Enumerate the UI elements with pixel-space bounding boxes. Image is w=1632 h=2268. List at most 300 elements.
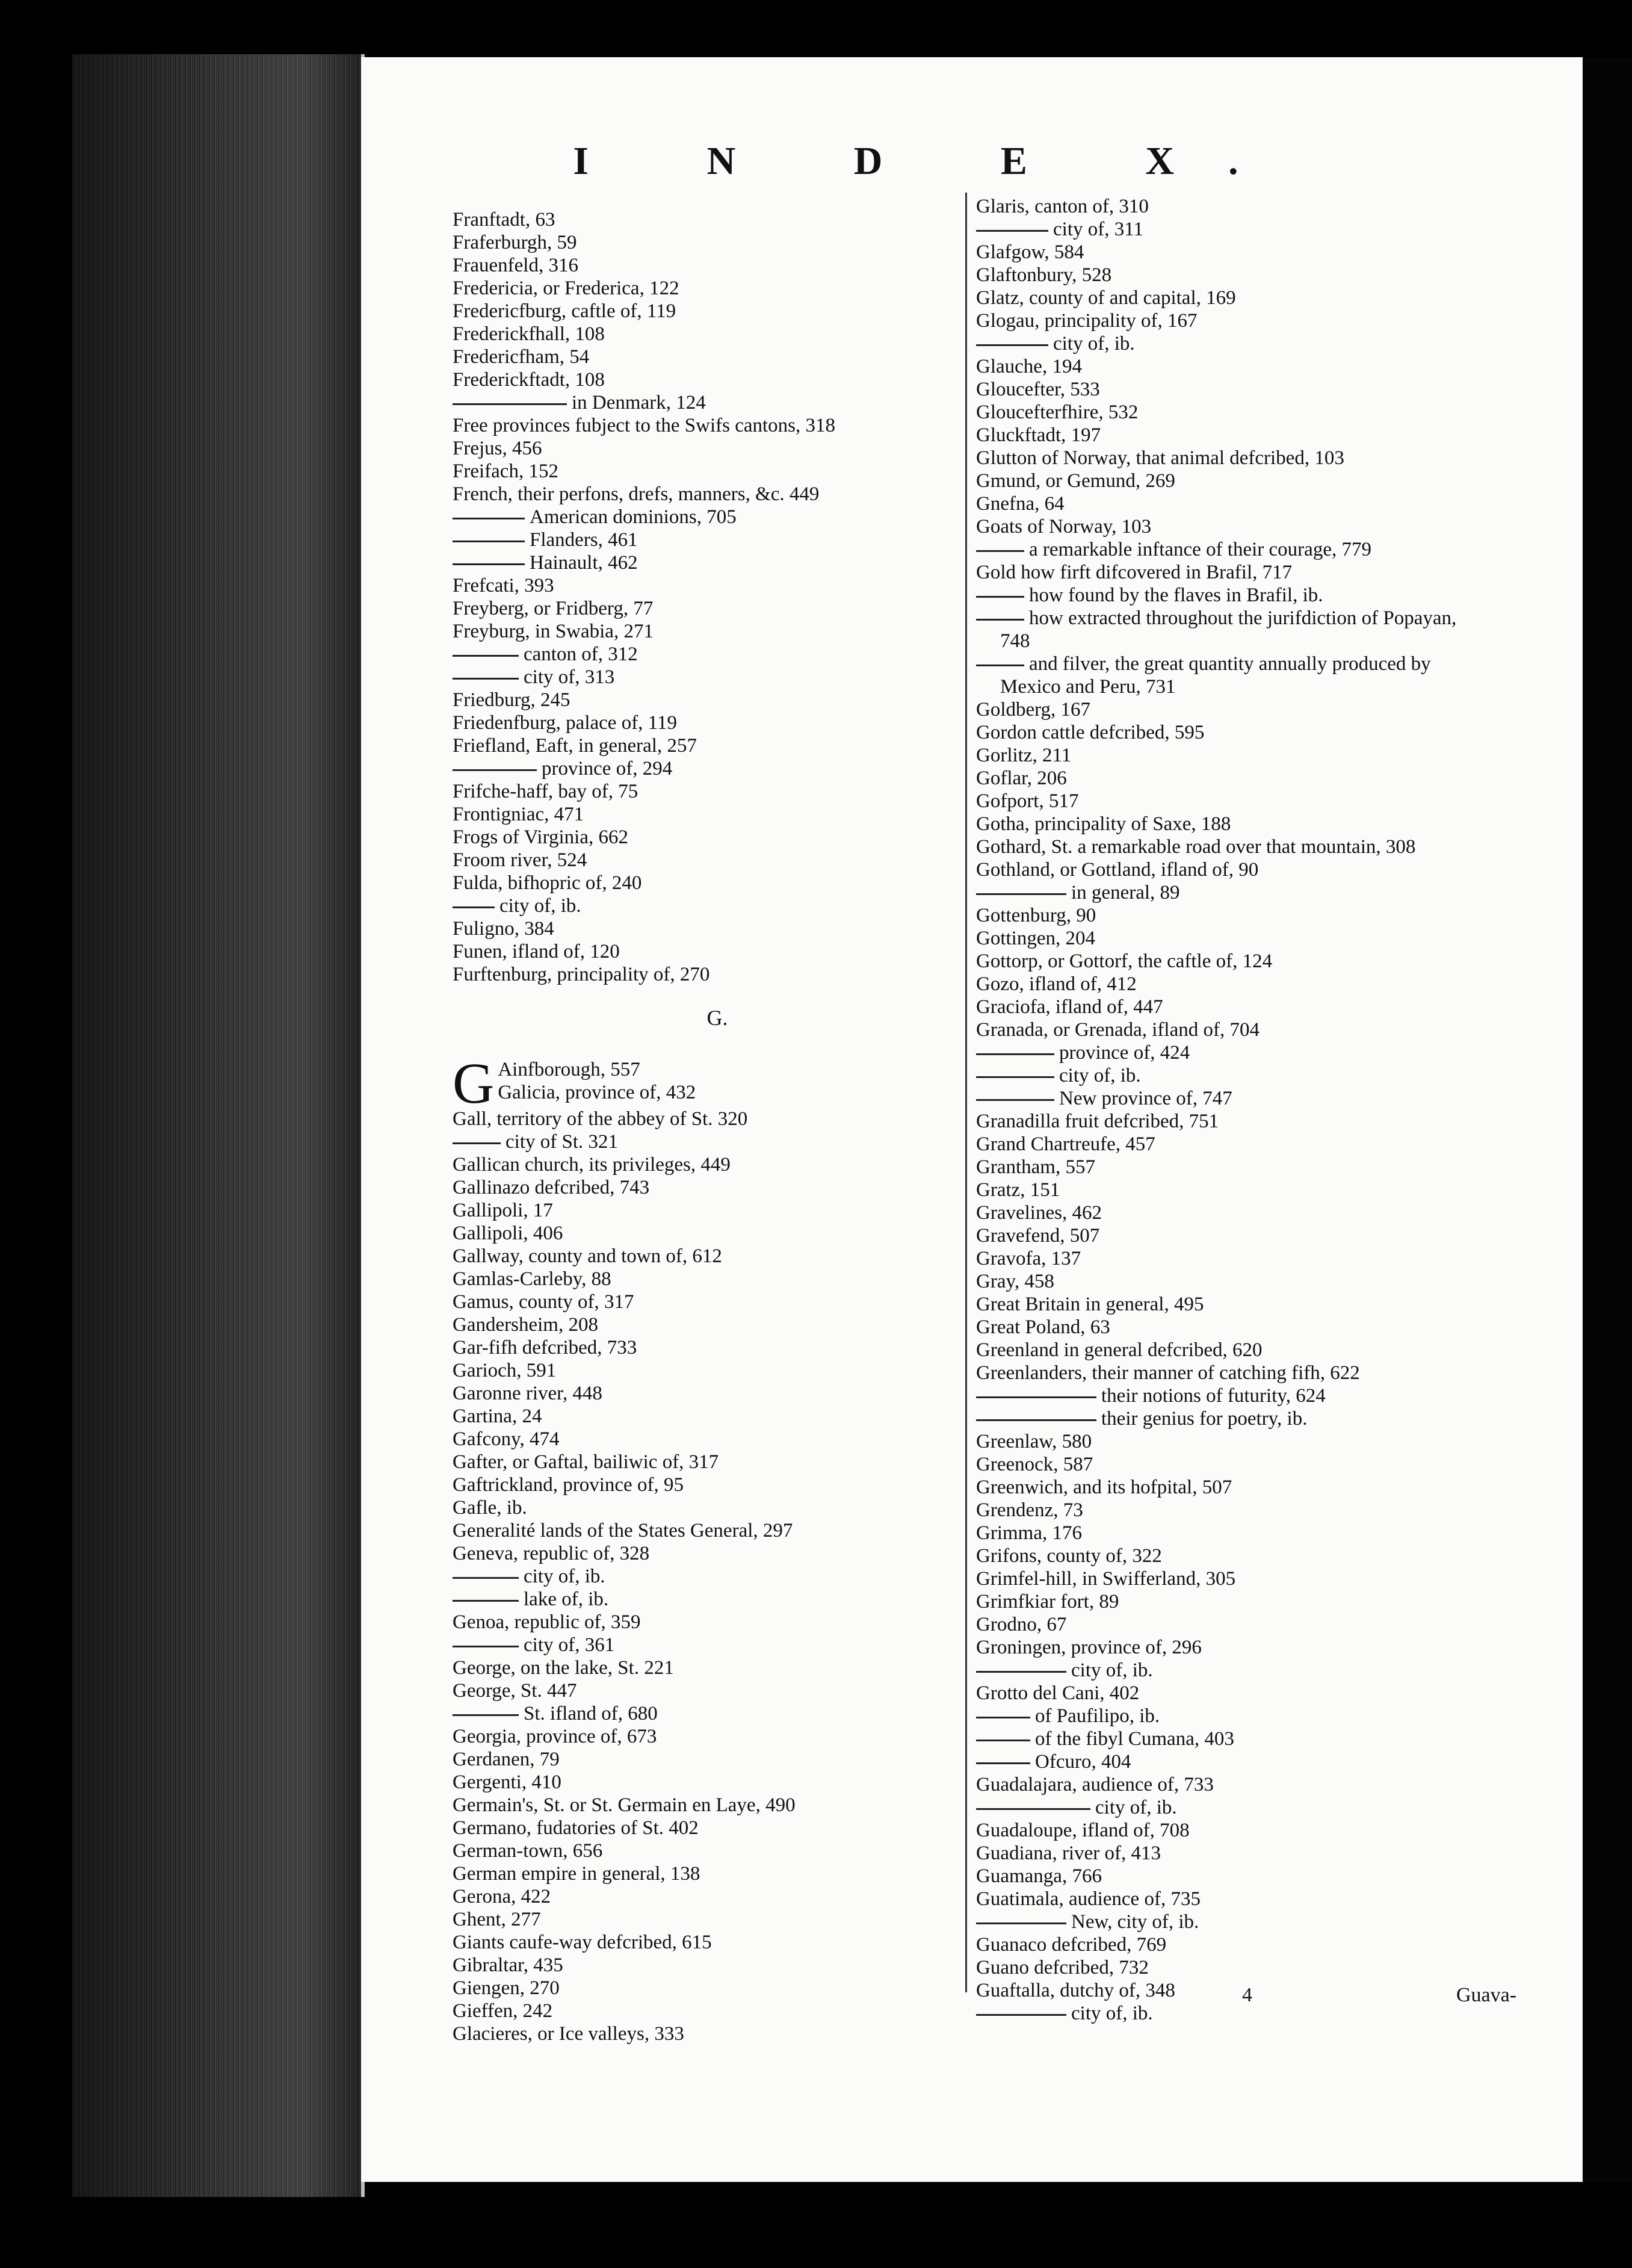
ditto-dash [453,563,525,565]
index-entry [453,872,982,894]
index-entry [976,1087,1524,1110]
entry-text: Glogau, principality of, 167 [976,310,1198,332]
entry-text: French, their perfons, drefs, manners, &c. 449 [453,483,820,505]
index-entry [453,1405,982,1428]
index-entry [453,1359,982,1382]
entry-text: Georgia, province of, 673 [453,1726,657,1747]
entry-text: Frederickfhall, 108 [453,323,605,345]
entry-text: Freyberg, or Fridberg, 77 [453,598,654,619]
index-entry [976,1407,1524,1430]
index-entry [976,1179,1524,1201]
index-entry [976,1659,1524,1682]
entry-text: Gallway, county and town of, 612 [453,1245,722,1267]
entry-text: a remarkable inftance of their courage, 779 [1029,539,1371,560]
entry-text: Goflar, 206 [976,767,1067,789]
entry-text: George, on the lake, St. 221 [453,1657,674,1679]
entry-text: city of, ib. [1071,1659,1153,1681]
entry-text: Germain's, St. or St. Germain en Laye, 490 [453,1794,796,1816]
entry-text: Grodno, 67 [976,1614,1067,1635]
index-entry [453,1588,982,1611]
entry-text: Gordon cattle defcribed, 595 [976,722,1205,743]
index-entry [976,1316,1524,1339]
index-entry [453,1931,982,1954]
index-entry [976,721,1524,744]
entry-text: Glauche, 194 [976,356,1082,377]
entry-text: Gold how firft difcovered in Brafil, 717 [976,562,1293,583]
entry-text: Gravofa, 137 [976,1248,1081,1269]
entry-text: of the fibyl Cumana, 403 [1035,1728,1234,1750]
entry-text: Glaftonbury, 528 [976,264,1112,286]
entry-text: Gandersheim, 208 [453,1314,598,1336]
entry-text: province of, 294 [542,758,673,779]
index-entry [976,1133,1524,1156]
index-entry [453,620,982,643]
entry-text: Gaftrickland, province of, 95 [453,1474,684,1496]
index-entry [976,264,1524,287]
entry-text: Fulda, bifhopric of, 240 [453,872,642,894]
index-entry [453,551,982,574]
index-entry [976,287,1524,309]
index-entry [453,437,982,460]
entry-text: Gozo, ifland of, 412 [976,973,1137,995]
index-entry [976,813,1524,835]
entry-text: city of, ib. [1053,333,1135,355]
index-entry [453,1245,982,1268]
index-entry [453,1656,982,1679]
ditto-dash [976,230,1048,232]
entry-text: of Paufilipo, ib. [1035,1705,1160,1727]
entry-text: Genoa, republic of, 359 [453,1611,641,1633]
index-entry [453,597,982,620]
ditto-dash [976,893,1066,895]
entry-text: Guanaco defcribed, 769 [976,1934,1167,1956]
entry-text: Grendenz, 73 [976,1499,1083,1521]
index-entry [453,528,982,551]
entry-text: Giants caufe-way defcribed, 615 [453,1932,712,1953]
index-entry [976,378,1524,401]
index-entry [453,1268,982,1290]
entry-text: Fredericia, or Frederica, 122 [453,277,679,299]
entry-text: Gmund, or Gemund, 269 [976,470,1175,492]
index-entry [453,254,982,277]
index-entry [976,469,1524,492]
entry-text: Gibraltar, 435 [453,1954,563,1976]
entry-text: Gartina, 24 [453,1405,542,1427]
index-entry [976,1613,1524,1636]
entry-text: Gallican church, its privileges, 449 [453,1154,731,1176]
ditto-dash [976,1671,1066,1673]
index-entry [453,711,982,734]
index-entry [453,849,982,872]
entry-text: canton of, 312 [524,643,638,665]
entry-text: Fuligno, 384 [453,918,554,940]
entry-text: Grand Chartreufe, 457 [976,1133,1155,1155]
entry-text: 748 [1000,630,1030,652]
index-entry [453,277,982,300]
index-entry [976,447,1524,469]
section-letter: G. [706,1006,728,1030]
entry-text: Grimfkiar fort, 89 [976,1591,1119,1613]
entry-text: city of, ib. [524,1566,605,1587]
entry-text: city of, 313 [524,666,615,688]
entry-text: New, city of, ib. [1071,1911,1199,1933]
index-entry [976,652,1524,675]
left-column [453,208,982,2045]
index-entry [976,607,1524,630]
entry-text: Gamus, county of, 317 [453,1291,634,1313]
index-entry [453,300,982,323]
ditto-dash [453,518,525,519]
entry-text: Groningen, province of, 296 [976,1637,1202,1658]
fore-edge-shading [72,54,361,2197]
entry-text: Franftadt, 63 [453,209,555,231]
ditto-dash [976,1419,1096,1421]
index-entry [453,1108,982,1130]
index-entry [976,996,1524,1018]
entry-text: city of, ib. [1095,1797,1177,1818]
index-entry [453,1382,982,1405]
index-entry [976,767,1524,790]
index-entry [453,1679,982,1702]
index-entry [976,630,1524,652]
index-entry [453,780,982,803]
entry-text: Greenlanders, their manner of catching fifh, 622 [976,1362,1360,1384]
entry-text: Frauenfeld, 316 [453,255,578,276]
index-entry [453,1290,982,1313]
index-entry: Ainfborough, 557 [498,1059,640,1080]
index-entry [453,734,982,757]
entry-text: city of, ib. [1059,1065,1141,1086]
index-entry [453,1862,982,1885]
entry-text: Greenlaw, 580 [976,1431,1092,1452]
entry-text: Great Britain in general, 495 [976,1294,1204,1315]
entry-text: Guadiana, river of, 413 [976,1842,1161,1864]
entry-text: Gar-fifh defcribed, 733 [453,1337,637,1359]
entry-text: Gottorp, or Gottorf, the caftle of, 124 [976,950,1273,972]
index-entry [453,506,982,528]
entry-text: Friedburg, 245 [453,689,570,711]
entry-text: Grifons, county of, 322 [976,1545,1162,1567]
entry-text: Gafle, ib. [453,1497,527,1519]
index-entry [976,515,1524,538]
drop-cap: G [453,1051,495,1115]
index-entry [976,835,1524,858]
index-entry [453,1908,982,1931]
entry-text: Guano defcribed, 732 [976,1957,1149,1978]
entry-text: and filver, the great quantity annually produced by [1029,653,1431,675]
entry-text: Frejus, 456 [453,438,542,459]
entry-text: Froom river, 524 [453,849,587,871]
index-entry [453,826,982,849]
index-entry [453,414,982,437]
entry-text: Grimma, 176 [976,1522,1082,1544]
entry-text: Granada, or Grenada, ifland of, 704 [976,1019,1260,1041]
index-entry [453,2000,982,2022]
index-entry [453,1565,982,1588]
index-entry [453,1336,982,1359]
index-entry [453,1702,982,1725]
index-entry [976,332,1524,355]
entry-text: Gloucefterfhire, 532 [976,401,1139,423]
index-entry [453,1428,982,1451]
ditto-dash [453,1600,519,1602]
entry-text: Ghent, 277 [453,1909,541,1930]
index-entry [976,1590,1524,1613]
first-g-entry [453,1051,982,1115]
index-entry [453,1222,982,1245]
entry-text: Glafgow, 584 [976,241,1084,263]
index-entry [976,1773,1524,1796]
index-entry [453,1542,982,1565]
entry-text: Gall, territory of the abbey of St. 320 [453,1108,748,1130]
index-entry [453,894,982,917]
index-entry [976,584,1524,607]
index-entry [453,1885,982,1908]
entry-text: Great Poland, 63 [976,1316,1110,1338]
index-entry [976,1819,1524,1842]
index-entry [453,1199,982,1222]
entry-text: Gamlas-Carleby, 88 [453,1268,611,1290]
entry-text: Gnefna, 64 [976,493,1065,515]
entry-text: Greenwich, and its hofpital, 507 [976,1476,1232,1498]
index-entry [453,1977,982,2000]
entry-text: Grimfel-hill, in Swifferland, 305 [976,1568,1236,1590]
index-entry [976,1018,1524,1041]
index-entry [976,1865,1524,1888]
entry-text: Fredericfham, 54 [453,346,590,368]
entry-text: Gray, 458 [976,1271,1054,1292]
ditto-dash [976,1396,1096,1398]
entry-text: Furftenburg, principality of, 270 [453,964,710,985]
entry-text: Guadalajara, audience of, 733 [976,1774,1214,1796]
ditto-dash [976,665,1024,666]
ditto-dash [453,1714,519,1716]
index-entry [976,1567,1524,1590]
index-entry [976,1110,1524,1133]
entry-text: Goldberg, 167 [976,699,1091,720]
entry-text: Generalité lands of the States General, 297 [453,1520,793,1541]
entry-text: Gravelines, 462 [976,1202,1102,1224]
index-entry [976,1705,1524,1727]
ditto-dash [976,1762,1030,1764]
entry-text: Gravefend, 507 [976,1225,1100,1247]
index-entry [976,538,1524,561]
ditto-dash [453,1577,519,1579]
index-entry [976,1636,1524,1659]
entry-text: Frifche-haff, bay of, 75 [453,781,638,802]
entry-text: their genius for poetry, ib. [1101,1408,1308,1430]
entry-text: city of, ib. [1071,2003,1153,2024]
index-entry [976,927,1524,950]
ditto-dash [976,1076,1054,1078]
index-entry [976,790,1524,813]
catchword: Guava- [1456,1984,1517,2006]
entry-text: Gofport, 517 [976,790,1079,812]
index-entry [976,1933,1524,1956]
index-entry [453,689,982,711]
index-entry [453,2022,982,2045]
entry-text: Gerdanen, 79 [453,1749,560,1770]
index-entry [976,355,1524,378]
right-column [976,195,1524,2025]
index-entry [976,1339,1524,1362]
index-entry [453,460,982,483]
entry-text: Friefland, Eaft, in general, 257 [453,735,697,757]
index-entry [453,1817,982,1839]
entry-text: Funen, ifland of, 120 [453,941,620,962]
entry-text: Graciofa, ifland of, 447 [976,996,1163,1018]
index-entry [976,241,1524,264]
index-entry [976,195,1524,218]
entry-text: Greenock, 587 [976,1454,1093,1475]
index-entry [976,401,1524,424]
index-entry [976,492,1524,515]
index-entry [976,1362,1524,1384]
index-entry [453,963,982,986]
entry-text: in Denmark, 124 [572,392,706,414]
entry-text: Guaftalla, dutchy of, 348 [976,1980,1175,2001]
index-entry [453,1519,982,1542]
index-entry [453,323,982,345]
ditto-dash [453,906,495,908]
entry-text: Gafcony, 474 [453,1428,560,1450]
index-entry [976,1293,1524,1316]
index-entry [453,1954,982,1977]
index-entry [976,1522,1524,1545]
entry-text: Goats of Norway, 103 [976,516,1152,538]
index-entry [453,1748,982,1771]
ditto-dash [976,1053,1054,1055]
index-entry [976,309,1524,332]
entry-text: New province of, 747 [1059,1088,1232,1109]
entry-text: Glutton of Norway, that animal defcribed, 103 [976,447,1344,469]
entry-text: German empire in general, 138 [453,1863,700,1885]
index-entry [453,666,982,689]
index-entry [976,1888,1524,1910]
index-entry [453,643,982,666]
ditto-dash [976,1923,1066,1924]
entry-text: Fraferburgh, 59 [453,232,577,253]
index-entry [453,1794,982,1817]
entry-text: Gergenti, 410 [453,1771,561,1793]
index-entry [976,1430,1524,1453]
entry-text: Fredericfburg, caftle of, 119 [453,300,676,322]
signature-mark: 4 [1242,1984,1252,2006]
ditto-dash [453,403,567,405]
ditto-dash [453,769,537,771]
entry-text: Frontigniac, 471 [453,804,584,825]
entry-text: Frogs of Virginia, 662 [453,826,628,848]
ditto-dash [976,1717,1030,1718]
entry-text: city of St. 321 [505,1131,618,1153]
entry-text: Gerona, 422 [453,1886,551,1907]
entry-text: Guamanga, 766 [976,1865,1102,1887]
index-entry [976,950,1524,973]
index-entry [976,218,1524,241]
ditto-dash [976,619,1024,621]
index-entry [976,1842,1524,1865]
entry-text: Glatz, county of and capital, 169 [976,287,1236,309]
index-entry [976,1750,1524,1773]
ditto-dash [453,1646,519,1647]
entry-text: Hainault, 462 [530,552,638,574]
index-entry [453,940,982,963]
ditto-dash [453,1142,501,1144]
entry-text: city of, 361 [524,1634,615,1656]
index-entry [453,208,982,231]
index-entry [453,1611,982,1634]
index-entry [976,1247,1524,1270]
entry-text: in general, 89 [1071,882,1180,903]
index-entry [976,904,1524,927]
entry-text: Frederickftadt, 108 [453,369,605,391]
ditto-dash [976,1740,1030,1741]
index-entry [976,1224,1524,1247]
right-entries [976,195,1524,2025]
ditto-dash [453,655,519,657]
index-entry [976,1956,1524,1979]
ditto-dash [976,1099,1054,1101]
entry-text: Flanders, 461 [530,529,638,551]
entry-text: Glaris, canton of, 310 [976,196,1149,217]
index-entry [453,574,982,597]
entry-text: Gloucefter, 533 [976,379,1100,400]
index-entry [976,973,1524,996]
entry-text: Grotto del Cani, 402 [976,1682,1140,1704]
ditto-dash [976,344,1048,346]
left-entries-f [453,208,982,986]
entry-text: city of, 311 [1053,218,1143,240]
entry-text: Gothard, St. a remarkable road over that mountain, 308 [976,836,1416,858]
entry-text: Gotha, principality of Saxe, 188 [976,813,1231,835]
entry-text: Gafter, or Gaftal, bailiwic of, 317 [453,1451,719,1473]
entry-text: Gottingen, 204 [976,928,1095,949]
index-entry [976,1453,1524,1476]
index-entry [453,1473,982,1496]
index-entry [976,1041,1524,1064]
entry-text: Garonne river, 448 [453,1383,602,1404]
entry-text: George, St. 447 [453,1680,577,1702]
index-entry [453,231,982,254]
index-entry [976,1064,1524,1087]
facing-page-edge [1583,57,1632,2182]
entry-text: Free provinces fubject to the Swifs cantons, 318 [453,415,836,436]
entry-text: Gratz, 151 [976,1179,1060,1201]
entry-text: Garioch, 591 [453,1360,557,1381]
ditto-dash [976,550,1024,552]
index-entry [453,391,982,414]
entry-text: Greenland in general defcribed, 620 [976,1339,1263,1361]
index-entry [976,1796,1524,1819]
entry-text: Frefcati, 393 [453,575,554,596]
ditto-dash [976,2014,1066,2016]
index-entry [453,483,982,506]
index-entry [976,675,1524,698]
entry-text: Giengen, 270 [453,1977,560,1999]
entry-text: Mexico and Peru, 731 [1000,676,1176,698]
index-entry [453,345,982,368]
entry-text: how found by the flaves in Brafil, ib. [1029,584,1323,606]
entry-text: Gorlitz, 211 [976,745,1072,766]
index-entry [453,1771,982,1794]
index-entry [453,1313,982,1336]
index-entry [976,1727,1524,1750]
entry-text: St. ifland of, 680 [524,1703,658,1724]
entry-text: Gottenburg, 90 [976,905,1096,926]
entry-text: Geneva, republic of, 328 [453,1543,650,1564]
index-entry [976,424,1524,447]
index-entry [453,1451,982,1473]
